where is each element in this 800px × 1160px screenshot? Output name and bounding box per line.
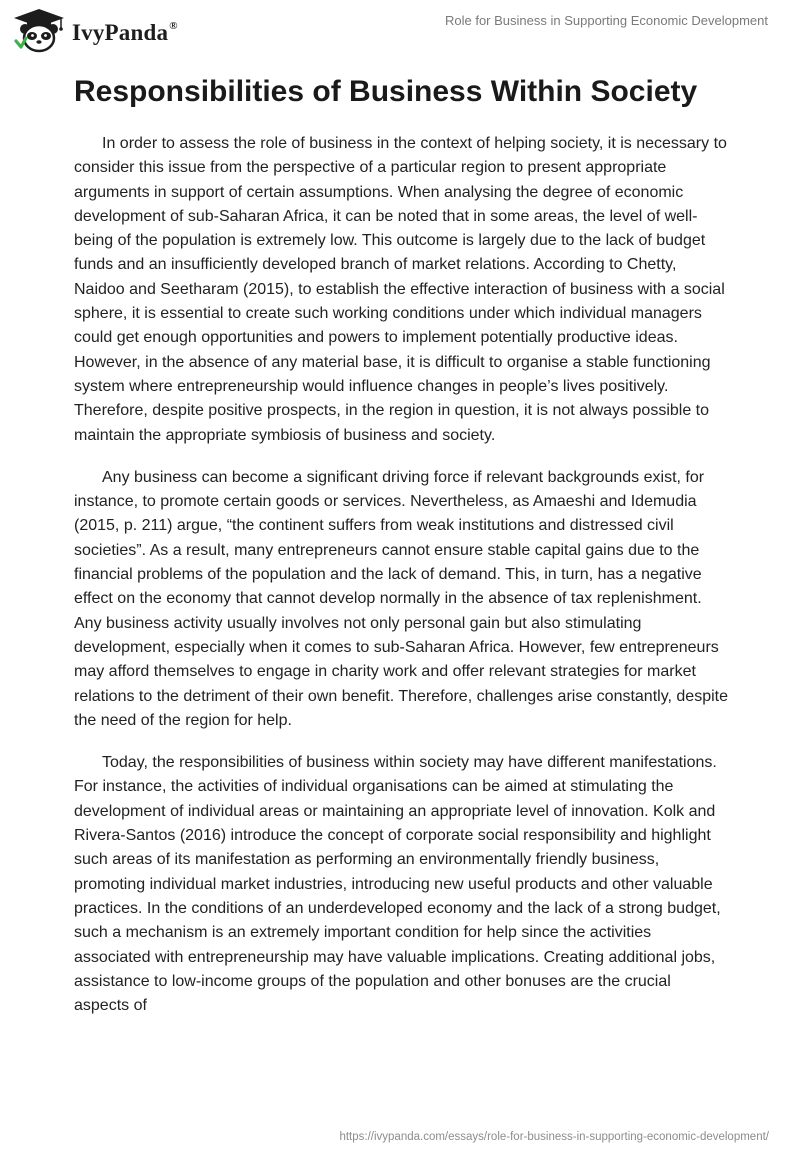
brand-name-text: IvyPanda <box>72 19 169 45</box>
brand-name <box>72 21 178 44</box>
document-title-header: Role for Business in Supporting Economic Development <box>444 13 768 28</box>
paragraph: Any business can become a significant driving force if relevant backgrounds exist, for instance, to promote certain goods or services. Nevertheless, as Amaeshi and Idemudia (2015, p. 211) argue, “the continent suffers from weak institutions and distressed civil societies”. As a result, many entrepreneurs cannot ensure stable capital gains due to the financial problems of the population and the lack of demand. This, in turn, has a negative effect on the economy that cannot develop normally in the absence of tax replenishment. Any business activity usually involves not only personal gain but also stimulating development, especially when it comes to sub-Saharan Africa. However, few entrepreneurs may afford themselves to engage in charity work and offer relevant strategies for market relations to the detriment of their own benefit. Therefore, challenges arise constantly, despite the need of the region for help. <box>74 468 728 729</box>
article-body <box>74 132 730 1036</box>
panda-graduate-icon <box>12 8 66 54</box>
page-header <box>0 0 800 60</box>
source-url[interactable]: https://ivypanda.com/essays/role-for-business-in-supporting-economic-development/ <box>339 1131 769 1143</box>
paragraph: In order to assess the role of business in the context of helping society, it is necessary to consider this issue from the perspective of a particular region to present appropriate arguments in support of certain assumptions. When analysing the degree of economic development of sub-Saharan Africa, it can be noted that in some areas, the level of well-being of the population is extremely low. This outcome is largely due to the lack of budget funds and an insufficiently developed branch of market relations. According to Chetty, Naidoo and Seetharam (2015), to establish the effective interaction of business with a social sphere, it is essential to create such working conditions under which individual managers could get enough opportunities and powers to implement potentially productive ideas. However, in the absence of any material base, it is difficult to organise a stable functioning system where entrepreneurship would influence changes in people’s lives positively. Therefore, despite positive prospects, in the region in question, it is not always possible to maintain the appropriate symbiosis of business and society. <box>74 135 727 444</box>
registered-mark: ® <box>169 19 178 32</box>
brand-logo[interactable] <box>12 8 178 54</box>
page-title: Responsibilities of Business Within Society <box>74 75 698 108</box>
paragraph: Today, the responsibilities of business within society may have different manifestations. For instance, the activities of individual organisations can be aimed at stimulating the development of individual areas or maintaining an appropriate level of innovation. Kolk and Rivera-Santos (2016) introduce the concept of corporate social responsibility and highlight such areas of its manifestation as performing an environmentally friendly business, promoting individual market industries, introducing new useful products and other valuable practices. In the conditions of an underdeveloped economy and the lack of a strong budget, such a mechanism is an extremely important condition for help since the activities associated with entrepreneurship may have valuable implications. Creating additional jobs, assistance to low-income groups of the population and other bonuses are the crucial aspects of <box>74 754 721 1015</box>
